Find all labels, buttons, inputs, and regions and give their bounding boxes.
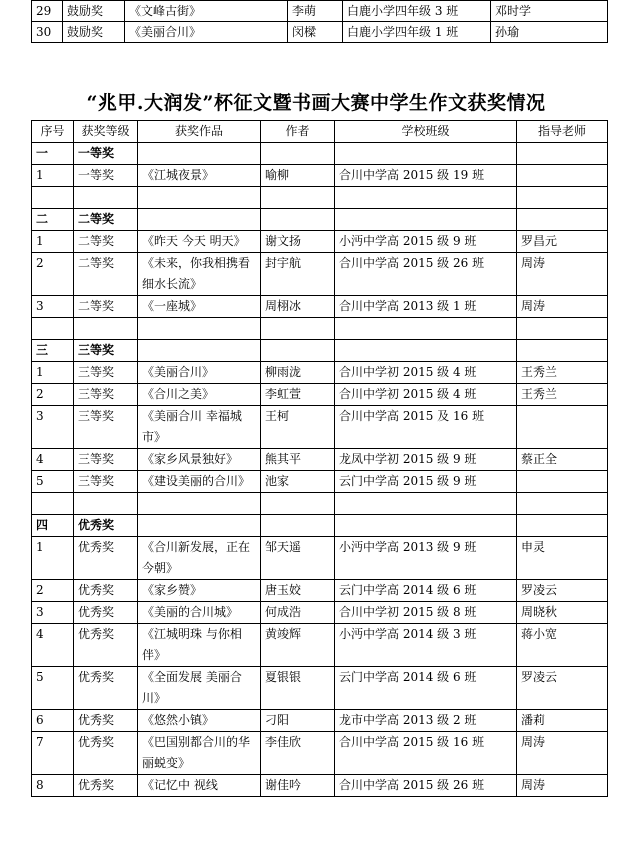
- award-table: [31, 120, 608, 797]
- table-cell: 3: [32, 406, 74, 449]
- table-cell: 8: [32, 775, 74, 797]
- table-cell: 何成浩: [261, 602, 335, 624]
- table-cell: 李萌: [288, 1, 343, 22]
- table-row: [32, 449, 608, 471]
- table-cell: 龙市中学高 2013 级 2 班: [335, 710, 517, 732]
- table-cell: 优秀奖: [74, 775, 138, 797]
- table-cell: 1: [32, 165, 74, 187]
- table-row: [32, 710, 608, 732]
- table-cell: 《文峰古街》: [125, 1, 288, 22]
- table-cell: 2: [32, 580, 74, 602]
- table-row: [32, 667, 608, 710]
- table-cell: 柳雨泷: [261, 362, 335, 384]
- empty-cell: [138, 493, 261, 515]
- table-cell: 云门中学高 2015 级 9 班: [335, 471, 517, 493]
- table-cell: 2: [32, 384, 74, 406]
- table-cell: 5: [32, 667, 74, 710]
- table-cell: 罗凌云: [517, 667, 608, 710]
- empty-cell: [335, 143, 517, 165]
- table-cell: 三: [32, 340, 74, 362]
- empty-cell: [32, 493, 74, 515]
- empty-cell: [261, 515, 335, 537]
- table-cell: 优秀奖: [74, 537, 138, 580]
- table-cell: 合川中学初 2015 级 8 班: [335, 602, 517, 624]
- empty-cell: [517, 187, 608, 209]
- table-cell: 小沔中学高 2015 级 9 班: [335, 231, 517, 253]
- section-row: [32, 340, 608, 362]
- table-row: [32, 384, 608, 406]
- table-cell: 3: [32, 602, 74, 624]
- empty-cell: [335, 318, 517, 340]
- table-cell: 一等奖: [74, 165, 138, 187]
- table-cell: 30: [32, 22, 63, 43]
- section-row: [32, 143, 608, 165]
- table-cell: 四: [32, 515, 74, 537]
- empty-cell: [335, 187, 517, 209]
- table-cell: 《美丽合川》: [125, 22, 288, 43]
- table-cell: 4: [32, 624, 74, 667]
- table-cell: 谢佳吟: [261, 775, 335, 797]
- table-cell: 三等奖: [74, 362, 138, 384]
- table-row: [32, 165, 608, 187]
- table-cell: 合川中学高 2015 及 16 班: [335, 406, 517, 449]
- table-cell: 合川中学初 2015 级 4 班: [335, 384, 517, 406]
- table-cell: 1: [32, 231, 74, 253]
- table-cell: 合川中学高 2015 级 19 班: [335, 165, 517, 187]
- table-cell: 1: [32, 537, 74, 580]
- table-cell: 池家: [261, 471, 335, 493]
- table-cell: 《合川新发展，正在今朝》: [138, 537, 261, 580]
- table-row: [32, 253, 608, 296]
- table-cell: 合川中学高 2015 级 26 班: [335, 775, 517, 797]
- table-cell: 二等奖: [74, 296, 138, 318]
- table-cell: 罗昌元: [517, 231, 608, 253]
- empty-cell: [32, 318, 74, 340]
- empty-cell: [261, 318, 335, 340]
- table-cell: 三等奖: [74, 340, 138, 362]
- header-cell: 作者: [261, 121, 335, 143]
- empty-cell: [335, 493, 517, 515]
- table-cell: 优秀奖: [74, 732, 138, 775]
- table-cell: 优秀奖: [74, 515, 138, 537]
- table-cell: 3: [32, 296, 74, 318]
- table-cell: 蔡正全: [517, 449, 608, 471]
- table-cell: 《悠然小镇》: [138, 710, 261, 732]
- header-cell: 学校班级: [335, 121, 517, 143]
- table-cell: 周涛: [517, 296, 608, 318]
- section-row: [32, 515, 608, 537]
- empty-cell: [32, 187, 74, 209]
- table-cell: 优秀奖: [74, 580, 138, 602]
- table-cell: 三等奖: [74, 449, 138, 471]
- empty-cell: [335, 209, 517, 231]
- table-cell: 《合川之美》: [138, 384, 261, 406]
- table-cell: 《全面发展 美丽合川》: [138, 667, 261, 710]
- empty-cell: [74, 493, 138, 515]
- table-cell: 封宇航: [261, 253, 335, 296]
- table-cell: 唐玉姣: [261, 580, 335, 602]
- table-cell: 29: [32, 1, 63, 22]
- table-row: [32, 231, 608, 253]
- table-cell: 邹天遥: [261, 537, 335, 580]
- table-cell: 白鹿小学四年级 1 班: [343, 22, 491, 43]
- table-cell: 王秀兰: [517, 384, 608, 406]
- table-cell: 邓时学: [491, 1, 608, 22]
- table-cell: 王柯: [261, 406, 335, 449]
- table-row: [32, 580, 608, 602]
- page-title: “兆甲.大润发”杯征文暨书画大赛中学生作文获奖情况: [86, 92, 546, 114]
- table-row: [32, 624, 608, 667]
- table-cell: 《一座城》: [138, 296, 261, 318]
- table-cell: 二: [32, 209, 74, 231]
- table-row: [32, 732, 608, 775]
- empty-cell: [138, 340, 261, 362]
- table-cell: 2: [32, 253, 74, 296]
- table-cell: 合川中学高 2015 级 16 班: [335, 732, 517, 775]
- table-row: [32, 602, 608, 624]
- table-cell: 《美丽的合川城》: [138, 602, 261, 624]
- table-cell: 黄竣辉: [261, 624, 335, 667]
- empty-cell: [517, 143, 608, 165]
- table-cell: 三等奖: [74, 406, 138, 449]
- header-cell: 指导老师: [517, 121, 608, 143]
- table-cell: 周涛: [517, 253, 608, 296]
- table-cell: 合川中学高 2015 级 26 班: [335, 253, 517, 296]
- table-cell: 云门中学高 2014 级 6 班: [335, 667, 517, 710]
- table-cell: 《家乡风景独好》: [138, 449, 261, 471]
- table-cell: 周涛: [517, 775, 608, 797]
- table-cell: 孙瑜: [491, 22, 608, 43]
- table-row: [32, 775, 608, 797]
- table-cell: 龙凤中学初 2015 级 9 班: [335, 449, 517, 471]
- empty-cell: [335, 340, 517, 362]
- table-cell: 李虹萱: [261, 384, 335, 406]
- empty-cell: [138, 209, 261, 231]
- empty-cell: [138, 143, 261, 165]
- empty-cell: [261, 143, 335, 165]
- table-cell: 喻柳: [261, 165, 335, 187]
- table-cell: 小沔中学高 2013 级 9 班: [335, 537, 517, 580]
- table-cell: 6: [32, 710, 74, 732]
- table-cell: 5: [32, 471, 74, 493]
- table-cell: 二等奖: [74, 253, 138, 296]
- table-cell: 刁阳: [261, 710, 335, 732]
- empty-cell: [74, 187, 138, 209]
- table-cell: 合川中学初 2015 级 4 班: [335, 362, 517, 384]
- spacer-row: [32, 493, 608, 515]
- empty-cell: [138, 187, 261, 209]
- table-cell: 《建设美丽的合川》: [138, 471, 261, 493]
- spacer-row: [32, 187, 608, 209]
- table-cell: 《美丽合川》: [138, 362, 261, 384]
- table-cell: 7: [32, 732, 74, 775]
- header-cell: 获奖等级: [74, 121, 138, 143]
- table-cell: 罗凌云: [517, 580, 608, 602]
- table-row: [32, 296, 608, 318]
- table-cell: 《江城夜景》: [138, 165, 261, 187]
- table-cell: 《美丽合川 幸福城市》: [138, 406, 261, 449]
- empty-cell: [517, 340, 608, 362]
- table-cell: 李佳欣: [261, 732, 335, 775]
- table-cell: 优秀奖: [74, 667, 138, 710]
- empty-cell: [261, 340, 335, 362]
- table-cell: 潘莉: [517, 710, 608, 732]
- table-cell: 一: [32, 143, 74, 165]
- table-cell: 三等奖: [74, 384, 138, 406]
- empty-cell: [261, 209, 335, 231]
- table-cell: 二等奖: [74, 209, 138, 231]
- table-row: [32, 1, 608, 22]
- table-cell: 申灵: [517, 537, 608, 580]
- table-cell: [517, 471, 608, 493]
- header-cell: 序号: [32, 121, 74, 143]
- empty-cell: [261, 493, 335, 515]
- table-cell: 鼓励奖: [63, 1, 125, 22]
- table-cell: 王秀兰: [517, 362, 608, 384]
- empty-cell: [517, 318, 608, 340]
- table-cell: 夏银银: [261, 667, 335, 710]
- table-cell: 云门中学高 2014 级 6 班: [335, 580, 517, 602]
- previous-award-table: [31, 0, 608, 43]
- table-cell: [517, 165, 608, 187]
- table-cell: 周晓秋: [517, 602, 608, 624]
- table-cell: 鼓励奖: [63, 22, 125, 43]
- table-cell: 优秀奖: [74, 710, 138, 732]
- table-cell: 《昨天 今天 明天》: [138, 231, 261, 253]
- empty-cell: [138, 318, 261, 340]
- table-cell: 闵樑: [288, 22, 343, 43]
- table-cell: 三等奖: [74, 471, 138, 493]
- table-cell: 二等奖: [74, 231, 138, 253]
- section-row: [32, 209, 608, 231]
- table-cell: 《家乡赞》: [138, 580, 261, 602]
- header-cell: 获奖作品: [138, 121, 261, 143]
- table-cell: 周栩冰: [261, 296, 335, 318]
- table-cell: 熊其平: [261, 449, 335, 471]
- table-cell: 小沔中学高 2014 级 3 班: [335, 624, 517, 667]
- table-row: [32, 22, 608, 43]
- empty-cell: [138, 515, 261, 537]
- table-row: [32, 471, 608, 493]
- table-cell: [517, 406, 608, 449]
- table-cell: 优秀奖: [74, 602, 138, 624]
- empty-cell: [74, 318, 138, 340]
- table-cell: 《江城明珠 与你相伴》: [138, 624, 261, 667]
- table-cell: 合川中学高 2013 级 1 班: [335, 296, 517, 318]
- header-row: [32, 121, 608, 143]
- empty-cell: [517, 515, 608, 537]
- table-cell: 白鹿小学四年级 3 班: [343, 1, 491, 22]
- table-cell: 一等奖: [74, 143, 138, 165]
- table-cell: 蒋小宽: [517, 624, 608, 667]
- table-cell: 4: [32, 449, 74, 471]
- spacer-row: [32, 318, 608, 340]
- table-row: [32, 537, 608, 580]
- empty-cell: [261, 187, 335, 209]
- table-cell: 《巴国别都合川的华丽蜕变》: [138, 732, 261, 775]
- table-row: [32, 362, 608, 384]
- empty-cell: [335, 515, 517, 537]
- table-cell: 1: [32, 362, 74, 384]
- table-cell: 《记忆中 视线: [138, 775, 261, 797]
- table-cell: 谢文扬: [261, 231, 335, 253]
- table-cell: 《未来，你我相携看细水长流》: [138, 253, 261, 296]
- table-cell: 优秀奖: [74, 624, 138, 667]
- empty-cell: [517, 209, 608, 231]
- empty-cell: [517, 493, 608, 515]
- table-cell: 周涛: [517, 732, 608, 775]
- table-row: [32, 406, 608, 449]
